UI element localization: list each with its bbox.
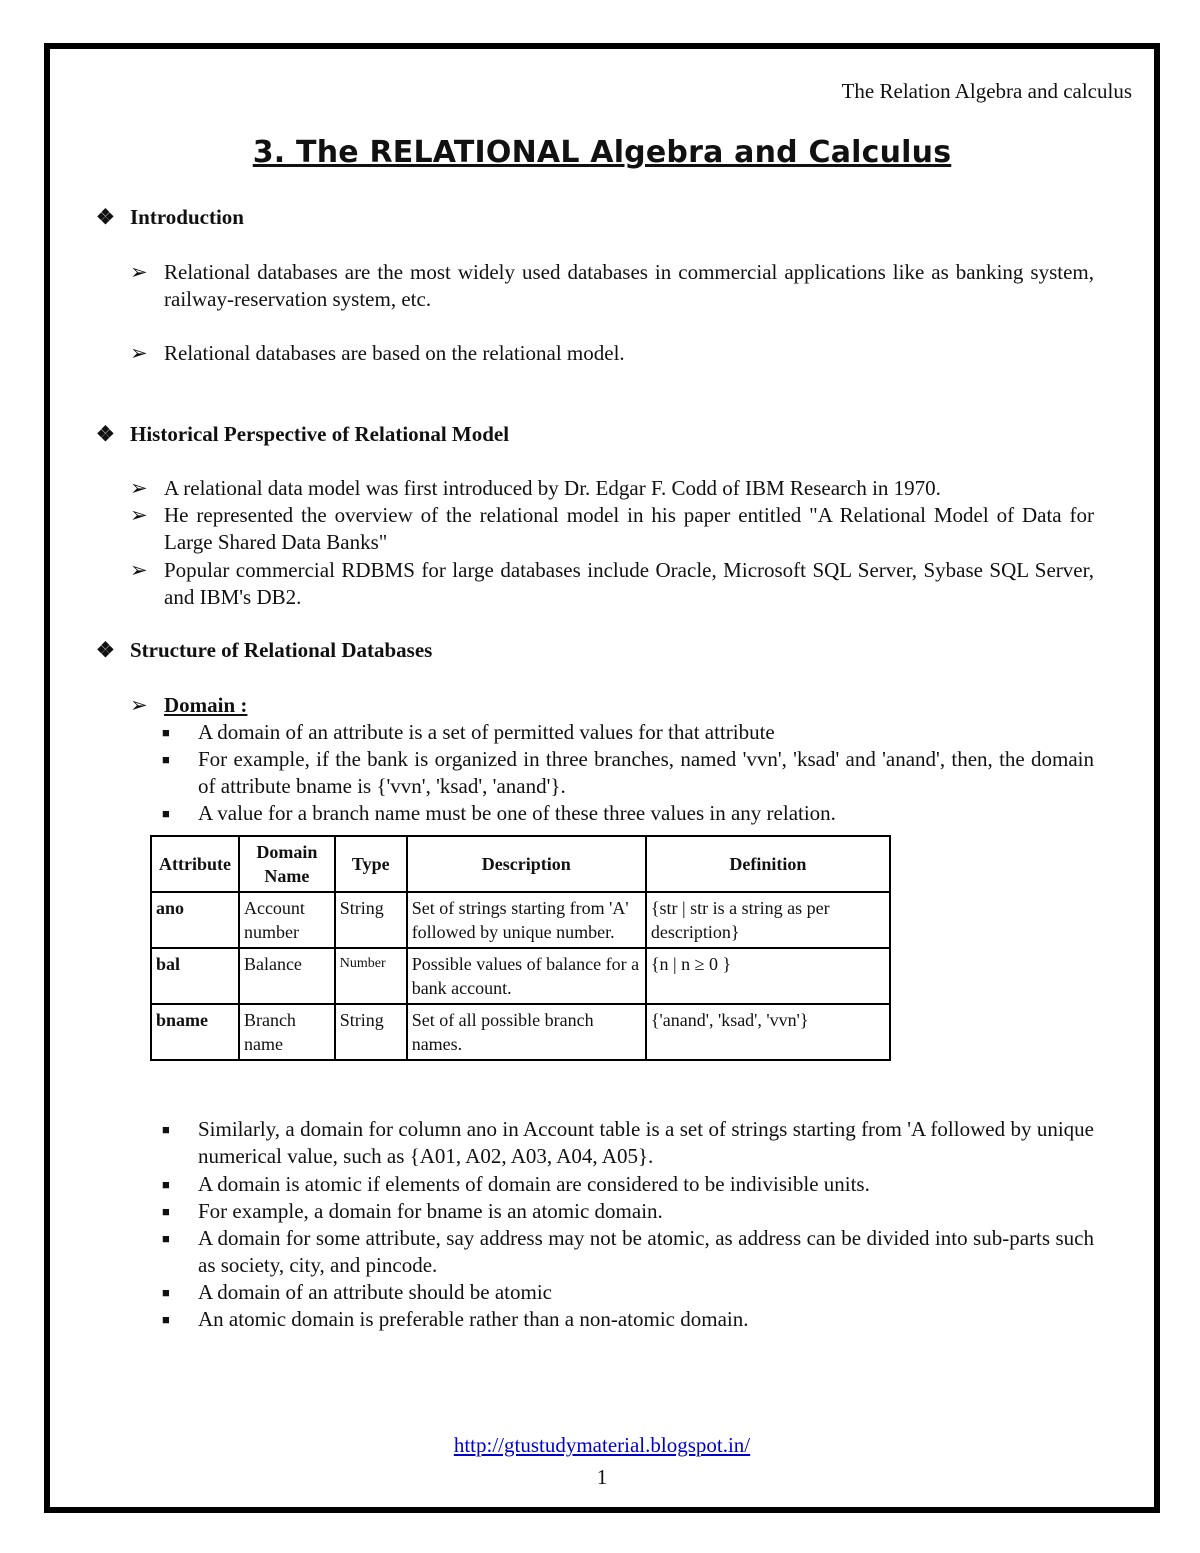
- page-number: 1: [596, 1465, 608, 1489]
- list-item: ➢ He represented the overview of the relational model in his paper entitled "A Relational Model of Data for Large Shared Data Banks": [130, 503, 1094, 554]
- square-bullet-icon: ■: [162, 1122, 170, 1137]
- footer-link[interactable]: http://gtustudymaterial.blogspot.in/: [453, 1433, 751, 1457]
- list-item: ■ A value for a branch name must be one of these three values in any relation.: [162, 801, 836, 825]
- table-cell: bname: [151, 1004, 239, 1060]
- arrowhead-bullet-icon: ➢: [130, 476, 148, 500]
- square-bullet-icon: ■: [162, 752, 170, 767]
- square-bullet-icon: ■: [162, 806, 170, 821]
- table-cell: Set of all possible branch names.: [407, 1004, 646, 1060]
- list-item: ➢ A relational data model was first introduced by Dr. Edgar F. Codd of IBM Research in 1970.: [130, 476, 941, 500]
- column-header: Description: [407, 836, 646, 892]
- arrowhead-bullet-icon: ➢: [130, 558, 148, 582]
- table-cell: {n | n ≥ 0 }: [646, 948, 890, 1004]
- arrowhead-bullet-icon: ➢: [130, 693, 148, 717]
- page-border: [44, 43, 1160, 1513]
- table-cell: {str | str is a string as per description}: [646, 892, 890, 948]
- square-bullet-icon: ■: [162, 725, 170, 740]
- domain-table: [150, 835, 891, 1061]
- arrowhead-bullet-icon: ➢: [130, 341, 148, 365]
- column-header: Attribute: [151, 836, 239, 892]
- list-item: ■ A domain of an attribute is a set of permitted values for that attribute: [162, 720, 775, 744]
- table-cell: Set of strings starting from 'A' followed by unique number.: [407, 892, 646, 948]
- list-item: ➢ Relational databases are the most widely used databases in commercial applications like as banking system, railway-reservation system, etc.: [130, 260, 1094, 311]
- page-title: 3. The RELATIONAL Algebra and Calculus: [252, 135, 952, 170]
- table-cell: {'anand', 'ksad', 'vvn'}: [646, 1004, 890, 1060]
- list-item: ➢ Relational databases are based on the relational model.: [130, 341, 625, 365]
- table-row: [151, 1004, 890, 1060]
- arrowhead-bullet-icon: ➢: [130, 503, 148, 527]
- column-header: Type: [335, 836, 407, 892]
- section-structure: ❖ Structure of Relational Databases: [96, 638, 433, 662]
- table-cell: Number: [335, 948, 407, 1004]
- table-cell: bal: [151, 948, 239, 1004]
- table-cell: String: [335, 1004, 407, 1060]
- table-header-row: [151, 836, 890, 892]
- table-cell: String: [335, 892, 407, 948]
- square-bullet-icon: ■: [162, 1312, 170, 1327]
- running-header: The Relation Algebra and calculus: [841, 79, 1132, 103]
- square-bullet-icon: ■: [162, 1285, 170, 1300]
- list-item: ■ Similarly, a domain for column ano in Account table is a set of strings starting from 'A followed by unique numerical value, such as {A01, A02, A03, A04, A05}.: [162, 1117, 1094, 1168]
- table-cell: Branch name: [239, 1004, 335, 1060]
- list-item: ■ A domain of an attribute should be atomic: [162, 1280, 553, 1304]
- diamond-bullet-icon: ❖: [96, 638, 115, 662]
- list-item: ➢ Popular commercial RDBMS for large databases include Oracle, Microsoft SQL Server, Sybase SQL Server, and IBM's DB2.: [130, 558, 1094, 609]
- table-cell: Account number: [239, 892, 335, 948]
- page-content: [50, 49, 1154, 1507]
- square-bullet-icon: ■: [162, 1231, 170, 1246]
- list-item: ■ A domain for some attribute, say address may not be atomic, as address can be divided into sub-parts such as society, city, and pincode.: [162, 1226, 1094, 1277]
- diamond-bullet-icon: ❖: [96, 205, 115, 229]
- section-history: ❖ Historical Perspective of Relational Model: [96, 422, 510, 446]
- list-item: ■ For example, if the bank is organized in three branches, named 'vvn', 'ksad' and 'anand', then, the domain of attribute bname is {'vvn', 'ksad', 'anand'}.: [162, 747, 1094, 798]
- diamond-bullet-icon: ❖: [96, 422, 115, 446]
- square-bullet-icon: ■: [162, 1204, 170, 1219]
- arrowhead-bullet-icon: ➢: [130, 260, 148, 284]
- table-row: [151, 892, 890, 948]
- domain-subheading: ➢ Domain :: [130, 693, 248, 717]
- list-item: ■ For example, a domain for bname is an atomic domain.: [162, 1199, 663, 1223]
- square-bullet-icon: ■: [162, 1177, 170, 1192]
- section-introduction: ❖ Introduction: [96, 205, 244, 229]
- table-cell: Possible values of balance for a bank account.: [407, 948, 646, 1004]
- table-cell: Balance: [239, 948, 335, 1004]
- table-row: [151, 948, 890, 1004]
- column-header: Definition: [646, 836, 890, 892]
- list-item: ■ An atomic domain is preferable rather than a non-atomic domain.: [162, 1307, 749, 1331]
- table-cell: ano: [151, 892, 239, 948]
- list-item: ■ A domain is atomic if elements of domain are considered to be indivisible units.: [162, 1172, 870, 1196]
- column-header: Domain Name: [239, 836, 335, 892]
